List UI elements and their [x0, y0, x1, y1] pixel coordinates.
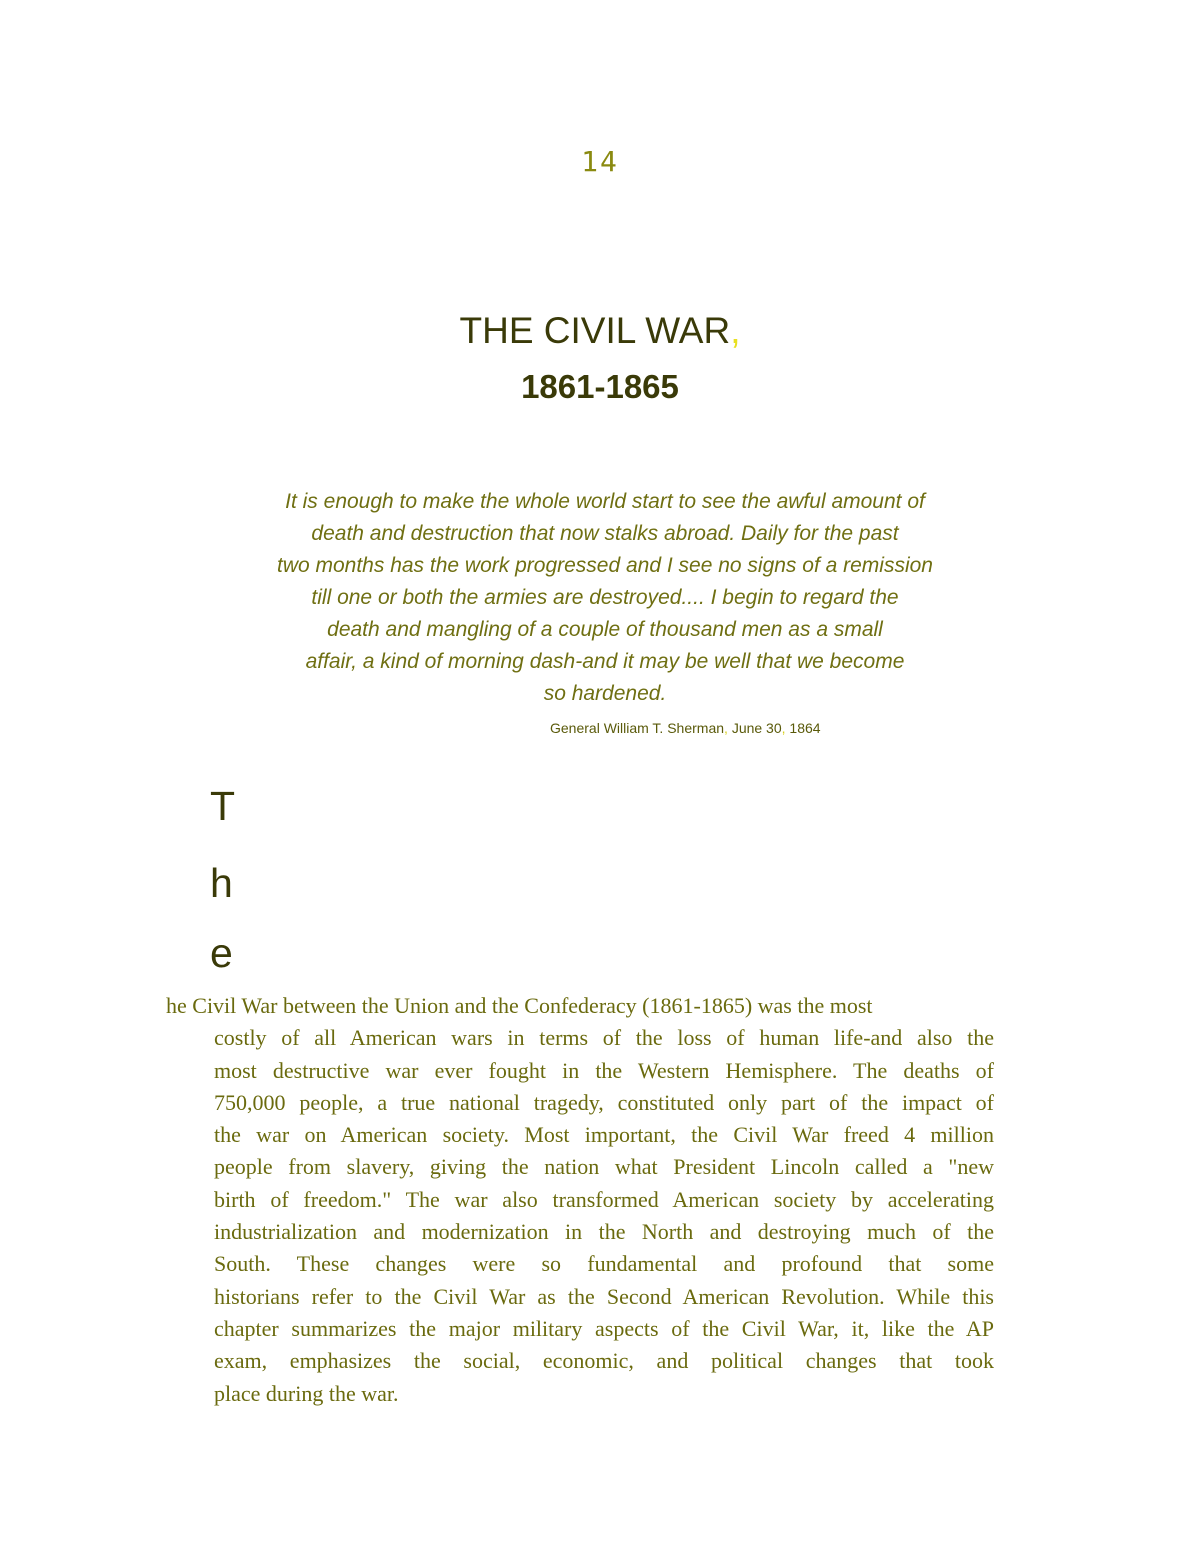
- epigraph-line: affair, a kind of morning dash-and it may be well that we become: [305, 650, 905, 673]
- epigraph-line: two months has the work progressed and I see no signs of a remission: [276, 554, 933, 577]
- chapter-title: [0, 310, 1200, 352]
- body-line: 750,000 people, a true national tragedy, constituted only part of the impact of: [214, 1089, 994, 1115]
- chapter-title-comma: ,: [730, 310, 741, 351]
- epigraph-attribution: [550, 720, 950, 736]
- attribution-separator: ,: [781, 720, 786, 736]
- epigraph-line: till one or both the armies are destroyed.... I begin to regard the: [311, 586, 899, 609]
- chapter-number: 14: [581, 145, 619, 178]
- dropcap-letter: T: [210, 783, 236, 829]
- chapter-years: 1861-1865: [521, 368, 679, 405]
- body-line: costly of all American wars in terms of the loss of human life-and also the: [214, 1025, 994, 1051]
- epigraph-quote: [255, 486, 955, 710]
- body-line: place during the war.: [214, 1380, 399, 1406]
- body-line: historians refer to the Civil War as the Second American Revolution. While this: [214, 1283, 994, 1309]
- body-line: most destructive war ever fought in the Western Hemisphere. The deaths of: [214, 1057, 994, 1083]
- attribution-separator: ,: [724, 720, 728, 736]
- epigraph-line: so hardened.: [543, 682, 667, 705]
- dropcap-letter: e: [210, 930, 233, 976]
- body-line: exam, emphasizes the social, economic, and political changes that took: [214, 1348, 994, 1374]
- attribution-date: June 30: [731, 720, 782, 736]
- body-line: he Civil War between the Union and the Confederacy (1861-1865) was the most: [166, 993, 873, 1018]
- body-paragraph: [166, 990, 996, 1410]
- body-line: the war on American society. Most important, the Civil War freed 4 million: [214, 1122, 994, 1148]
- body-line: industrialization and modernization in the North and destroying much of the: [214, 1219, 994, 1245]
- epigraph-line: It is enough to make the whole world start to see the awful amount of: [285, 490, 925, 513]
- body-line: chapter summarizes the major military aspects of the Civil War, it, like the AP: [214, 1315, 994, 1341]
- attribution-name: General William T. Sherman: [550, 720, 725, 736]
- attribution-year: 1864: [789, 720, 821, 736]
- epigraph-line: death and destruction that now stalks abroad. Daily for the past: [311, 522, 899, 545]
- dropcap-letter: h: [210, 860, 233, 906]
- body-line: South. These changes were so fundamental and profound that some: [214, 1251, 994, 1277]
- epigraph-line: death and mangling of a couple of thousand men as a small: [327, 618, 883, 641]
- chapter-title-text: THE CIVIL WAR: [459, 310, 731, 351]
- body-line: birth of freedom." The war also transformed American society by accelerating: [214, 1186, 994, 1212]
- body-line: people from slavery, giving the nation what President Lincoln called a "new: [214, 1154, 994, 1180]
